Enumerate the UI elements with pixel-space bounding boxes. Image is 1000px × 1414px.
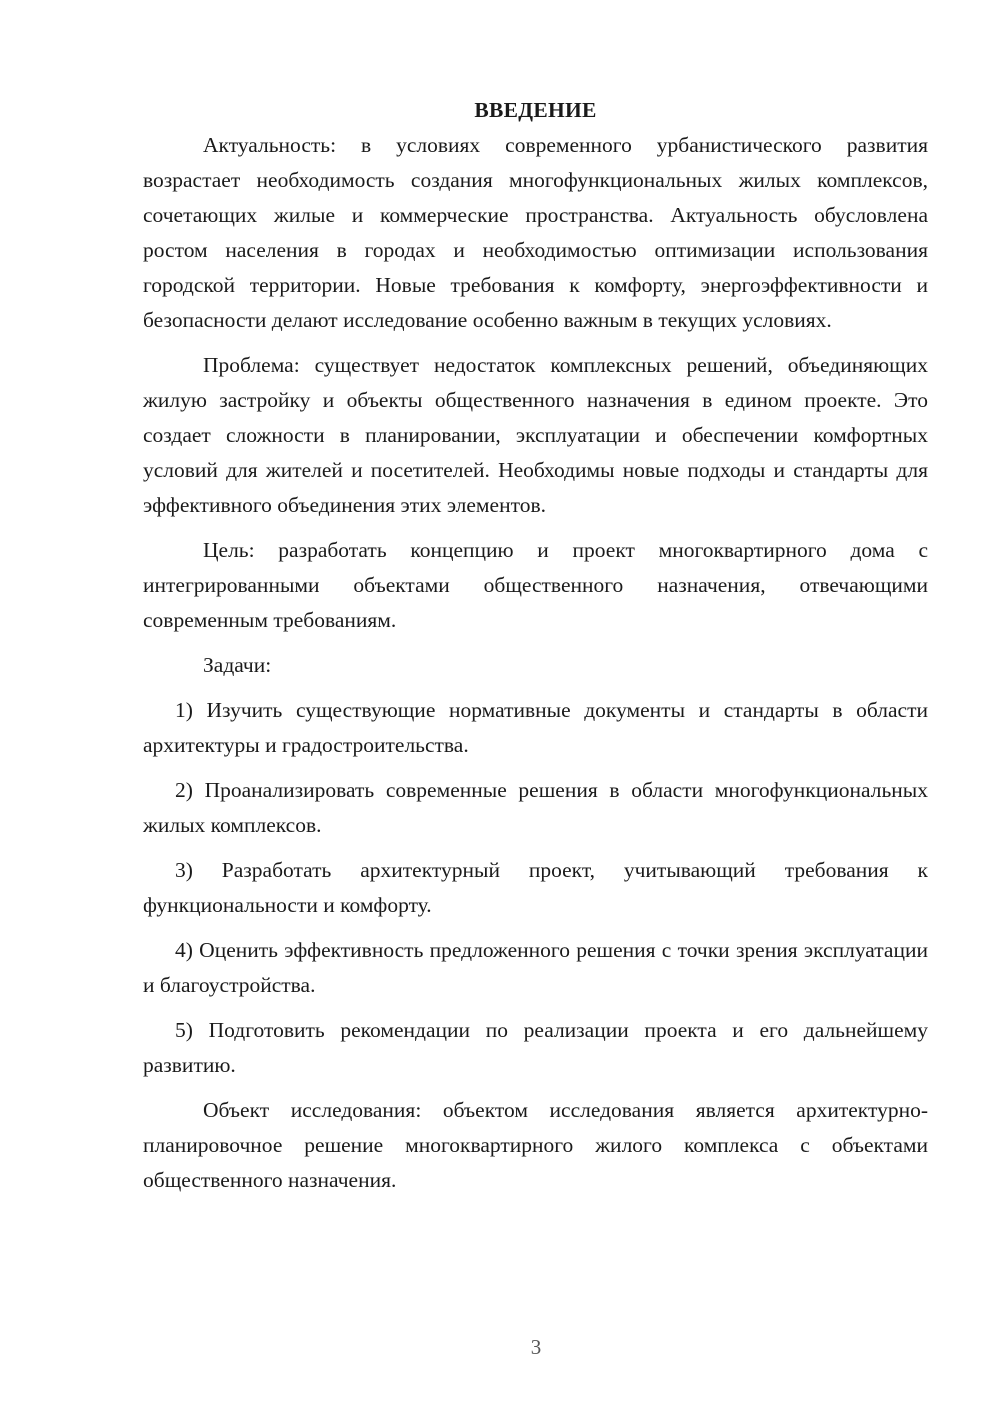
page-number: 3 <box>530 1335 542 1359</box>
section-heading: ВВЕДЕНИЕ <box>474 98 597 122</box>
goal-paragraph: Цель: разработать концепцию и проект многоквартирного дома с интегрированными объектами общественного назначения, отвечающими современным требованиям. <box>143 538 928 632</box>
task-item: 5) Подготовить рекомендации по реализации проекта и его дальнейшему развитию. <box>143 1018 928 1077</box>
tasks-label: Задачи: <box>203 653 272 677</box>
task-item: 1) Изучить существующие нормативные документы и стандарты в области архитектуры и градостроительства. <box>143 698 928 757</box>
task-item: 2) Проанализировать современные решения в области многофункциональных жилых комплексов. <box>143 778 928 837</box>
task-item: 4) Оценить эффективность предложенного решения с точки зрения эксплуатации и благоустройства. <box>143 938 928 997</box>
object-paragraph: Объект исследования: объектом исследования является архитектурно-планировочное решение многоквартирного жилого комплекса с объектами общественного назначения. <box>143 1098 928 1192</box>
document-page <box>143 93 928 1208</box>
relevance-paragraph: Актуальность: в условиях современного урбанистического развития возрастает необходимость создания многофункциональных жилых комплексов, сочетающих жилые и коммерческие пространства. Актуальность обусловлена ростом населения в городах и необходимостью оптимизации использования городской территории. Новые требования к комфорту, энергоэффективности и безопасности делают исследование особенно важным в текущих условиях. <box>143 133 928 332</box>
tasks-list <box>143 693 928 1083</box>
problem-paragraph: Проблема: существует недостаток комплексных решений, объединяющих жилую застройку и объекты общественного назначения в едином проекте. Это создает сложности в планировании, эксплуатации и обеспечении комфортных условий для жителей и посетителей. Необходимы новые подходы и стандарты для эффективного объединения этих элементов. <box>143 353 928 517</box>
task-item: 3) Разработать архитектурный проект, учитывающий требования к функциональности и комфорту. <box>143 858 928 917</box>
